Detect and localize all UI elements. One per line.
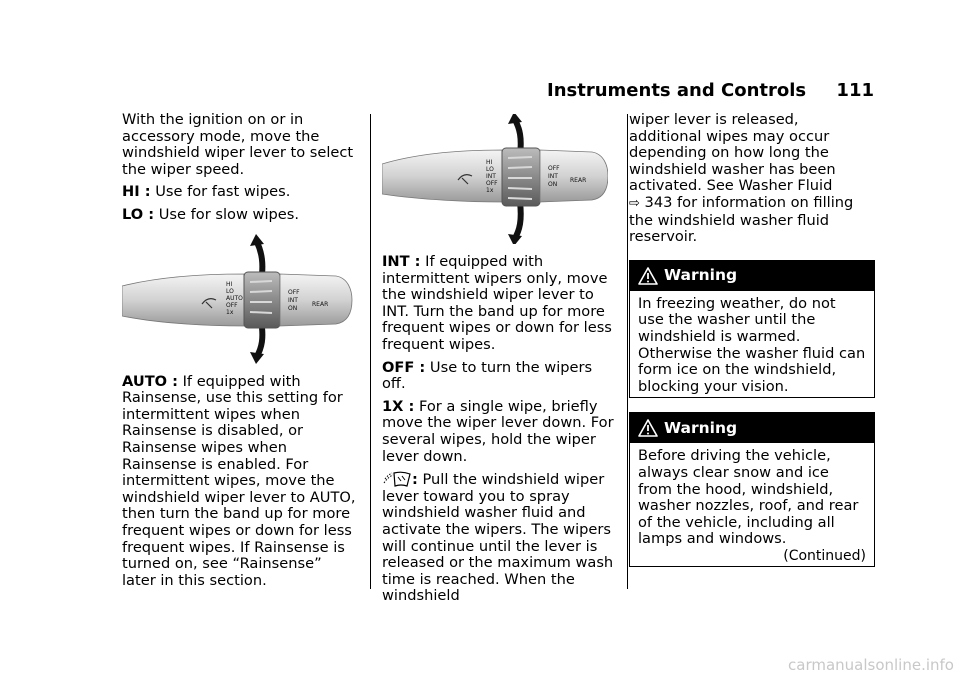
int-item xyxy=(382,254,614,354)
lo-text: Use for slow wipes. xyxy=(158,205,299,223)
page-number: 111 xyxy=(836,80,874,101)
hi-text: Use for fast wipes. xyxy=(155,183,291,201)
lever-label-lo: LO xyxy=(486,166,494,173)
page-header xyxy=(0,80,874,101)
lever-label-hi: HI xyxy=(486,159,493,166)
column-3 xyxy=(629,112,875,567)
warning-box-freezing xyxy=(629,260,875,399)
auto-text: If equipped with Rainsense, use this setting for intermittent wipes when Rainsense is disabled, or Rainsense wipes when Rainsense is enabled. For intermittent wipes, move the windshield wiper lever to AUTO, then turn the band up for more frequent wipes or down for less frequent wipes. If Rainsense is turned on, see “Rainsense” later in this section. xyxy=(122,372,356,589)
wiper-lever-auto-illustration xyxy=(122,234,354,364)
intro-paragraph: With the ignition on or in accessory mode, move the windshield wiper lever to select the wiper speed. xyxy=(122,111,354,178)
column-2 xyxy=(382,112,614,611)
lever-label-rear: REAR xyxy=(570,177,587,184)
hi-term: HI : xyxy=(122,183,151,201)
lever-label-rear-off: OFF xyxy=(288,288,300,296)
hi-item xyxy=(122,184,358,201)
one-x-text: For a single wipe, briefly move the wiper lever down. For several wipes, hold the wiper lever down. xyxy=(382,397,614,465)
lever-label-auto: AUTO xyxy=(226,294,243,302)
warning-body: In freezing weather, do not use the washer until the windshield is warmed. Otherwise the washer fluid can form ice on the windshield, blocking your vision. xyxy=(638,294,866,395)
warning-header xyxy=(630,261,874,291)
arrow-down-icon xyxy=(514,202,521,240)
washer-fluid-link[interactable]: Washer Fluid xyxy=(738,177,833,195)
warning-title: Warning xyxy=(664,419,738,438)
warning-body xyxy=(630,443,874,566)
lever-label-1x: 1x xyxy=(226,308,234,316)
lo-term: LO : xyxy=(122,205,155,223)
lever-label-off: OFF xyxy=(486,180,498,187)
warning-box-snow xyxy=(629,412,875,567)
washer-colon: : xyxy=(412,471,418,489)
one-x-term: 1X : xyxy=(382,397,415,415)
column-divider xyxy=(370,114,371,589)
ref-tail-text: for information on filling the windshield washer fluid reservoir. xyxy=(629,193,854,246)
wiper-lever-int-illustration xyxy=(382,114,608,244)
column-1 xyxy=(122,112,358,595)
page-ref-number[interactable]: 343 xyxy=(644,193,673,211)
lever-label-int: INT xyxy=(486,173,496,180)
section-title: Instruments and Controls xyxy=(547,80,807,101)
lever-label-rear-off: OFF xyxy=(548,165,560,172)
column-divider xyxy=(627,114,628,589)
continued-label: (Continued) xyxy=(783,547,866,564)
page-ref-arrow-icon: ⇨ xyxy=(629,195,640,211)
lever-label-hi: HI xyxy=(226,280,233,288)
lever-label-off: OFF xyxy=(226,301,238,309)
warning-triangle-icon xyxy=(638,267,658,285)
lo-item xyxy=(122,207,358,224)
continued-text: wiper lever is released, additional wipes may occur depending on how long the windshield washer has been activated. See xyxy=(629,111,836,195)
continued-paragraph xyxy=(629,112,875,246)
washer-item xyxy=(382,471,614,605)
off-text: Use to turn the wipers off. xyxy=(382,358,593,393)
lever-label-1x: 1x xyxy=(486,187,494,194)
lever-label-rear-int: INT xyxy=(548,173,558,180)
washer-text: Pull the windshield wiper lever toward you to spray windshield washer fluid and activate the wipers. The wipers will continue until the lever is released or the maximum wash time is reached. When the windshield xyxy=(382,471,614,605)
int-text: If equipped with intermittent wipers only, move the windshield wiper lever to INT. Turn the band up for more frequent wipes or down for less frequent wipes. xyxy=(382,253,612,353)
windshield-washer-icon xyxy=(382,471,412,487)
off-item xyxy=(382,360,614,393)
one-x-item xyxy=(382,399,614,465)
watermark: carmanualsonline.info xyxy=(788,656,954,674)
warning-header xyxy=(630,413,874,443)
warning-triangle-icon xyxy=(638,419,658,437)
lever-label-rear-on: ON xyxy=(288,304,298,312)
lever-label-rear-int: INT xyxy=(288,296,298,304)
lever-label-rear-on: ON xyxy=(548,181,558,188)
lever-label-rear: REAR xyxy=(312,300,329,308)
lever-label-lo: LO xyxy=(226,287,234,295)
int-term: INT : xyxy=(382,253,421,270)
warning-text: Before driving the vehicle, always clear snow and ice from the hood, windshield, washer nozzles, roof, and rear of the vehicle, including all lamps and windows. xyxy=(638,447,859,548)
auto-term: AUTO : xyxy=(122,372,178,390)
auto-item xyxy=(122,374,358,590)
off-term: OFF : xyxy=(382,358,426,376)
warning-title: Warning xyxy=(664,266,738,285)
